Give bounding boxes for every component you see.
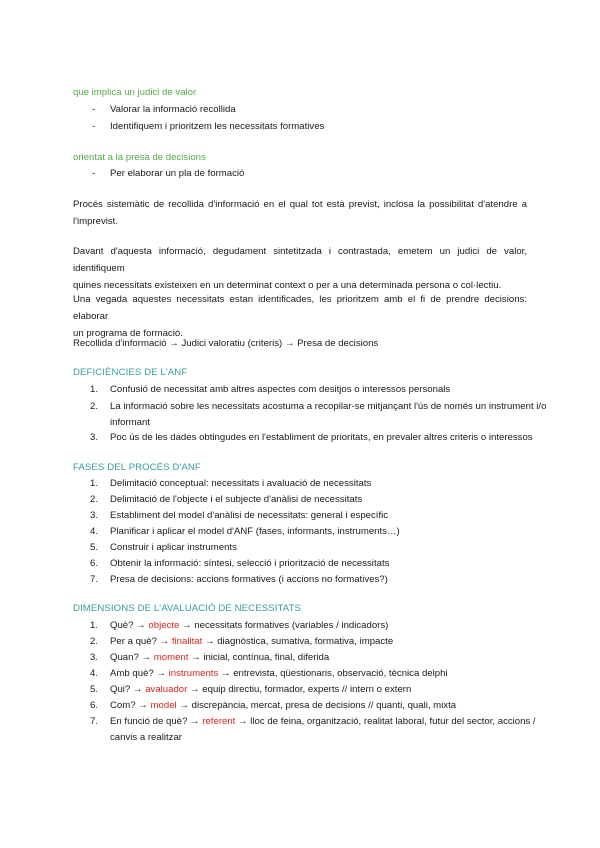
dimension-key: objecte [148,620,180,631]
list-number: 3. [90,432,99,443]
dimension-item [110,636,393,647]
list-number: 6. [90,558,99,569]
list-item: Obtenir la informació: síntesi, selecció i priorització de necessitats [110,558,390,569]
dimension-question: Què? → [110,620,146,631]
dimension-question: Amb què? → [110,668,166,679]
bullet-dash: - [92,168,96,179]
dimension-item [110,652,329,663]
list-item: Construir i aplicar instruments [110,542,237,553]
dimension-item [110,684,411,695]
dimension-key: referent [202,716,236,727]
paragraph-vegada [73,291,527,342]
list-item: Delimitació conceptual: necessitats i avaluació de necessitats [110,478,372,489]
dimension-item [110,620,388,631]
bullet-dash: - [92,104,96,115]
process-flow: Recollida d'informació → Judici valoratiu (criteris) → Presa de decisions [73,338,379,349]
dimension-item [110,700,456,711]
paragraph-line: l'imprevist. [73,216,119,227]
list-item: Establiment del model d'anàlisi de necessitats: general i específic [110,510,389,521]
dimension-detail: → necessitats formatives (variables / indicadors) [182,620,389,631]
list-item: Poc ús de les dades obtingudes en l'establiment de prioritats, en prevaler altres criteris o interessos [110,432,533,443]
dimension-question: Qui? → [110,684,143,695]
section-heading-deficiencies: DEFICIÈNCIES DE L'ANF [73,367,188,378]
list-number: 7. [90,716,99,727]
paragraph-line: Procés sistemàtic de recollida d'informació en el qual tot està previst, inclosa la possibilitat d'atendre a [73,199,527,210]
dimension-question: Com? → [110,700,148,711]
list-number: 1. [90,620,99,631]
list-item: Confusió de necessitat amb altres aspectes com desitjos o interessos personals [110,384,451,395]
list-number: 4. [90,526,99,537]
list-number: 1. [90,384,99,395]
section-heading-judici: que implica un judici de valor [73,87,197,98]
list-number: 2. [90,636,99,647]
list-item: Planificar i aplicar el model d'ANF (fases, informants, instruments…) [110,526,400,537]
list-number: 5. [90,542,99,553]
dimension-detail: → lloc de feina, organització, realitat laboral, futur del sector, accions / [238,716,536,727]
dimension-question: Quan? → [110,652,152,663]
paragraph-proces [73,196,527,230]
dimension-key: avaluador [145,684,188,695]
dimension-detail: → equip directiu, formador, experts // intern o extern [190,684,412,695]
section-heading-dimensions: DIMENSIONS DE L'AVALUACIÓ DE NECESSITATS [73,603,301,614]
list-number: 3. [90,510,99,521]
list-number: 2. [90,401,99,412]
list-item: Delimitació de l'objecte i el subjecte d'anàlisi de necessitats [110,494,363,505]
list-item: Per elaborar un pla de formació [110,168,245,179]
list-item: Identifiquem i prioritzem les necessitats formatives [110,121,325,132]
dimension-item [110,716,536,727]
bullet-dash: - [92,121,96,132]
dimension-question: Per a què? → [110,636,170,647]
section-heading-decisions: orientat a la presa de decisions [73,152,206,163]
list-number: 3. [90,652,99,663]
dimension-item [110,668,448,679]
paragraph-line: Davant d'aquesta informació, degudament sintetitzada i contrastada, emetem un judici de valor, identifiquem [73,246,527,274]
dimension-detail: → inicial, contínua, final, diferida [191,652,330,663]
list-item: Presa de decisions: accions formatives (i accions no formatives?) [110,574,388,585]
section-heading-phases: FASES DEL PROCÉS D'ANF [73,462,201,473]
list-number: 6. [90,700,99,711]
list-number: 4. [90,668,99,679]
list-item: Valorar la informació recollida [110,104,236,115]
list-number: 7. [90,574,99,585]
list-number: 5. [90,684,99,695]
paragraph-line: un programa de formació. [73,328,183,339]
dimension-key: moment [153,652,189,663]
paragraph-line: Una vegada aquestes necessitats estan identificades, les prioritzem amb el fi de prendre decisions: elaborar [73,294,527,322]
dimension-detail: → discrepància, mercat, presa de decisions // quanti, quali, mixta [179,700,457,711]
list-item-continuation: canvis a realitzar [110,732,182,743]
list-number: 1. [90,478,99,489]
dimension-key: model [150,700,177,711]
list-item-continuation: informant [110,417,150,428]
dimension-detail: → diagnòstica, sumativa, formativa, impacte [204,636,394,647]
dimension-key: finalitat [171,636,203,647]
dimension-question: En funció de què? → [110,716,200,727]
list-item: La informació sobre les necessitats acostuma a recopilar-se mitjançant l'ús de només un instrument i/o [110,401,547,412]
dimension-detail: → entrevista, qüestionaris, observació, tècnica delphi [220,668,448,679]
paragraph-line: quines necessitats existeixen en un determinat context o per a una determinada persona o col·lectiu. [73,280,502,291]
list-number: 2. [90,494,99,505]
paragraph-davant [73,243,527,294]
dimension-key: instruments [168,668,219,679]
